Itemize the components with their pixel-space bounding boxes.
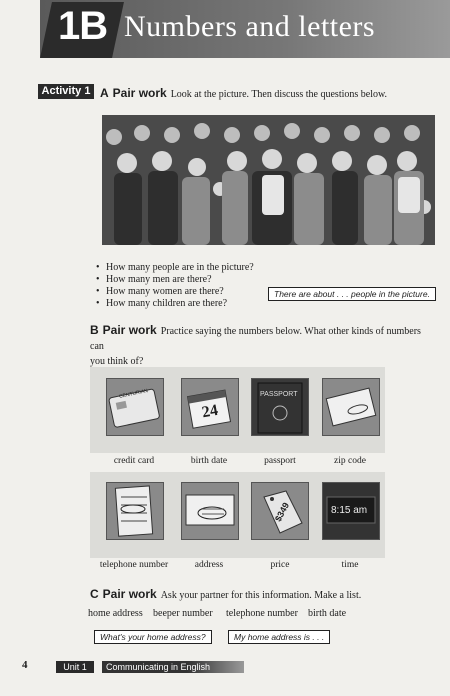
phone-list-icon bbox=[106, 482, 164, 540]
caption-credit-card: credit card bbox=[113, 456, 155, 466]
info-item: beeper number bbox=[153, 608, 213, 619]
calendar-date: 24 bbox=[200, 401, 220, 422]
caption-passport: passport bbox=[264, 456, 296, 466]
page-title: Numbers and letters bbox=[124, 10, 376, 43]
info-item: telephone number bbox=[226, 608, 298, 619]
clock-icon bbox=[322, 482, 380, 540]
speech-bubble-answer: My home address is . . . bbox=[228, 630, 330, 644]
section-a-instruction: Look at the picture. Then discuss the questions below. bbox=[170, 89, 388, 100]
passport-icon bbox=[251, 378, 309, 436]
section-a-letter: A bbox=[100, 86, 109, 100]
info-item: birth date bbox=[308, 608, 347, 619]
clock-display: 8:15 am bbox=[331, 505, 368, 516]
price-label: $349 bbox=[272, 500, 292, 524]
question-item: • How many children are there? bbox=[96, 298, 254, 310]
credit-card-label: CENTURIAN bbox=[118, 388, 149, 400]
footer-unit-title: Communicating in English bbox=[102, 661, 244, 673]
unit-code: 1B bbox=[58, 4, 108, 48]
price-tag-icon bbox=[251, 482, 309, 540]
section-c-title: Pair work bbox=[102, 587, 157, 601]
section-a-title: Pair work bbox=[112, 86, 167, 100]
question-item: • How many women are there? bbox=[96, 286, 254, 298]
question-list bbox=[96, 262, 254, 310]
caption-zip-code: zip code bbox=[334, 456, 366, 466]
envelope-icon bbox=[322, 378, 380, 436]
section-b-instruction-cont: you think of? bbox=[90, 356, 144, 367]
caption-address: address bbox=[194, 560, 224, 570]
group-photo bbox=[102, 115, 435, 245]
caption-telephone-number: telephone number bbox=[99, 560, 169, 570]
section-b-instruction: Practice saying the numbers below. What other kinds of numbers can bbox=[90, 326, 421, 352]
section-b-heading bbox=[90, 323, 430, 368]
credit-card-icon bbox=[106, 378, 164, 436]
section-b-letter: B bbox=[90, 323, 99, 337]
section-b-title: Pair work bbox=[102, 323, 157, 337]
section-a-heading bbox=[100, 84, 387, 102]
footer-unit: Unit 1 bbox=[56, 661, 94, 673]
address-envelope-icon bbox=[181, 482, 239, 540]
calendar-icon bbox=[181, 378, 239, 436]
passport-label: PASSPORT bbox=[260, 391, 298, 398]
caption-time: time bbox=[341, 560, 359, 570]
section-c-letter: C bbox=[90, 587, 99, 601]
caption-birth-date: birth date bbox=[190, 456, 228, 466]
section-c-heading bbox=[90, 585, 361, 603]
caption-price: price bbox=[270, 560, 290, 570]
section-c-instruction: Ask your partner for this information. Make a list. bbox=[160, 590, 362, 601]
info-item: home address bbox=[88, 608, 143, 619]
page-number: 4 bbox=[22, 659, 28, 671]
crowd-illustration bbox=[102, 115, 435, 245]
activity-tag: Activity 1 bbox=[38, 84, 94, 99]
speech-bubble-a: There are about . . . people in the picture. bbox=[268, 287, 436, 301]
question-item: • How many men are there? bbox=[96, 274, 254, 286]
speech-bubble-question: What's your home address? bbox=[94, 630, 212, 644]
question-item: • How many people are in the picture? bbox=[96, 262, 254, 274]
